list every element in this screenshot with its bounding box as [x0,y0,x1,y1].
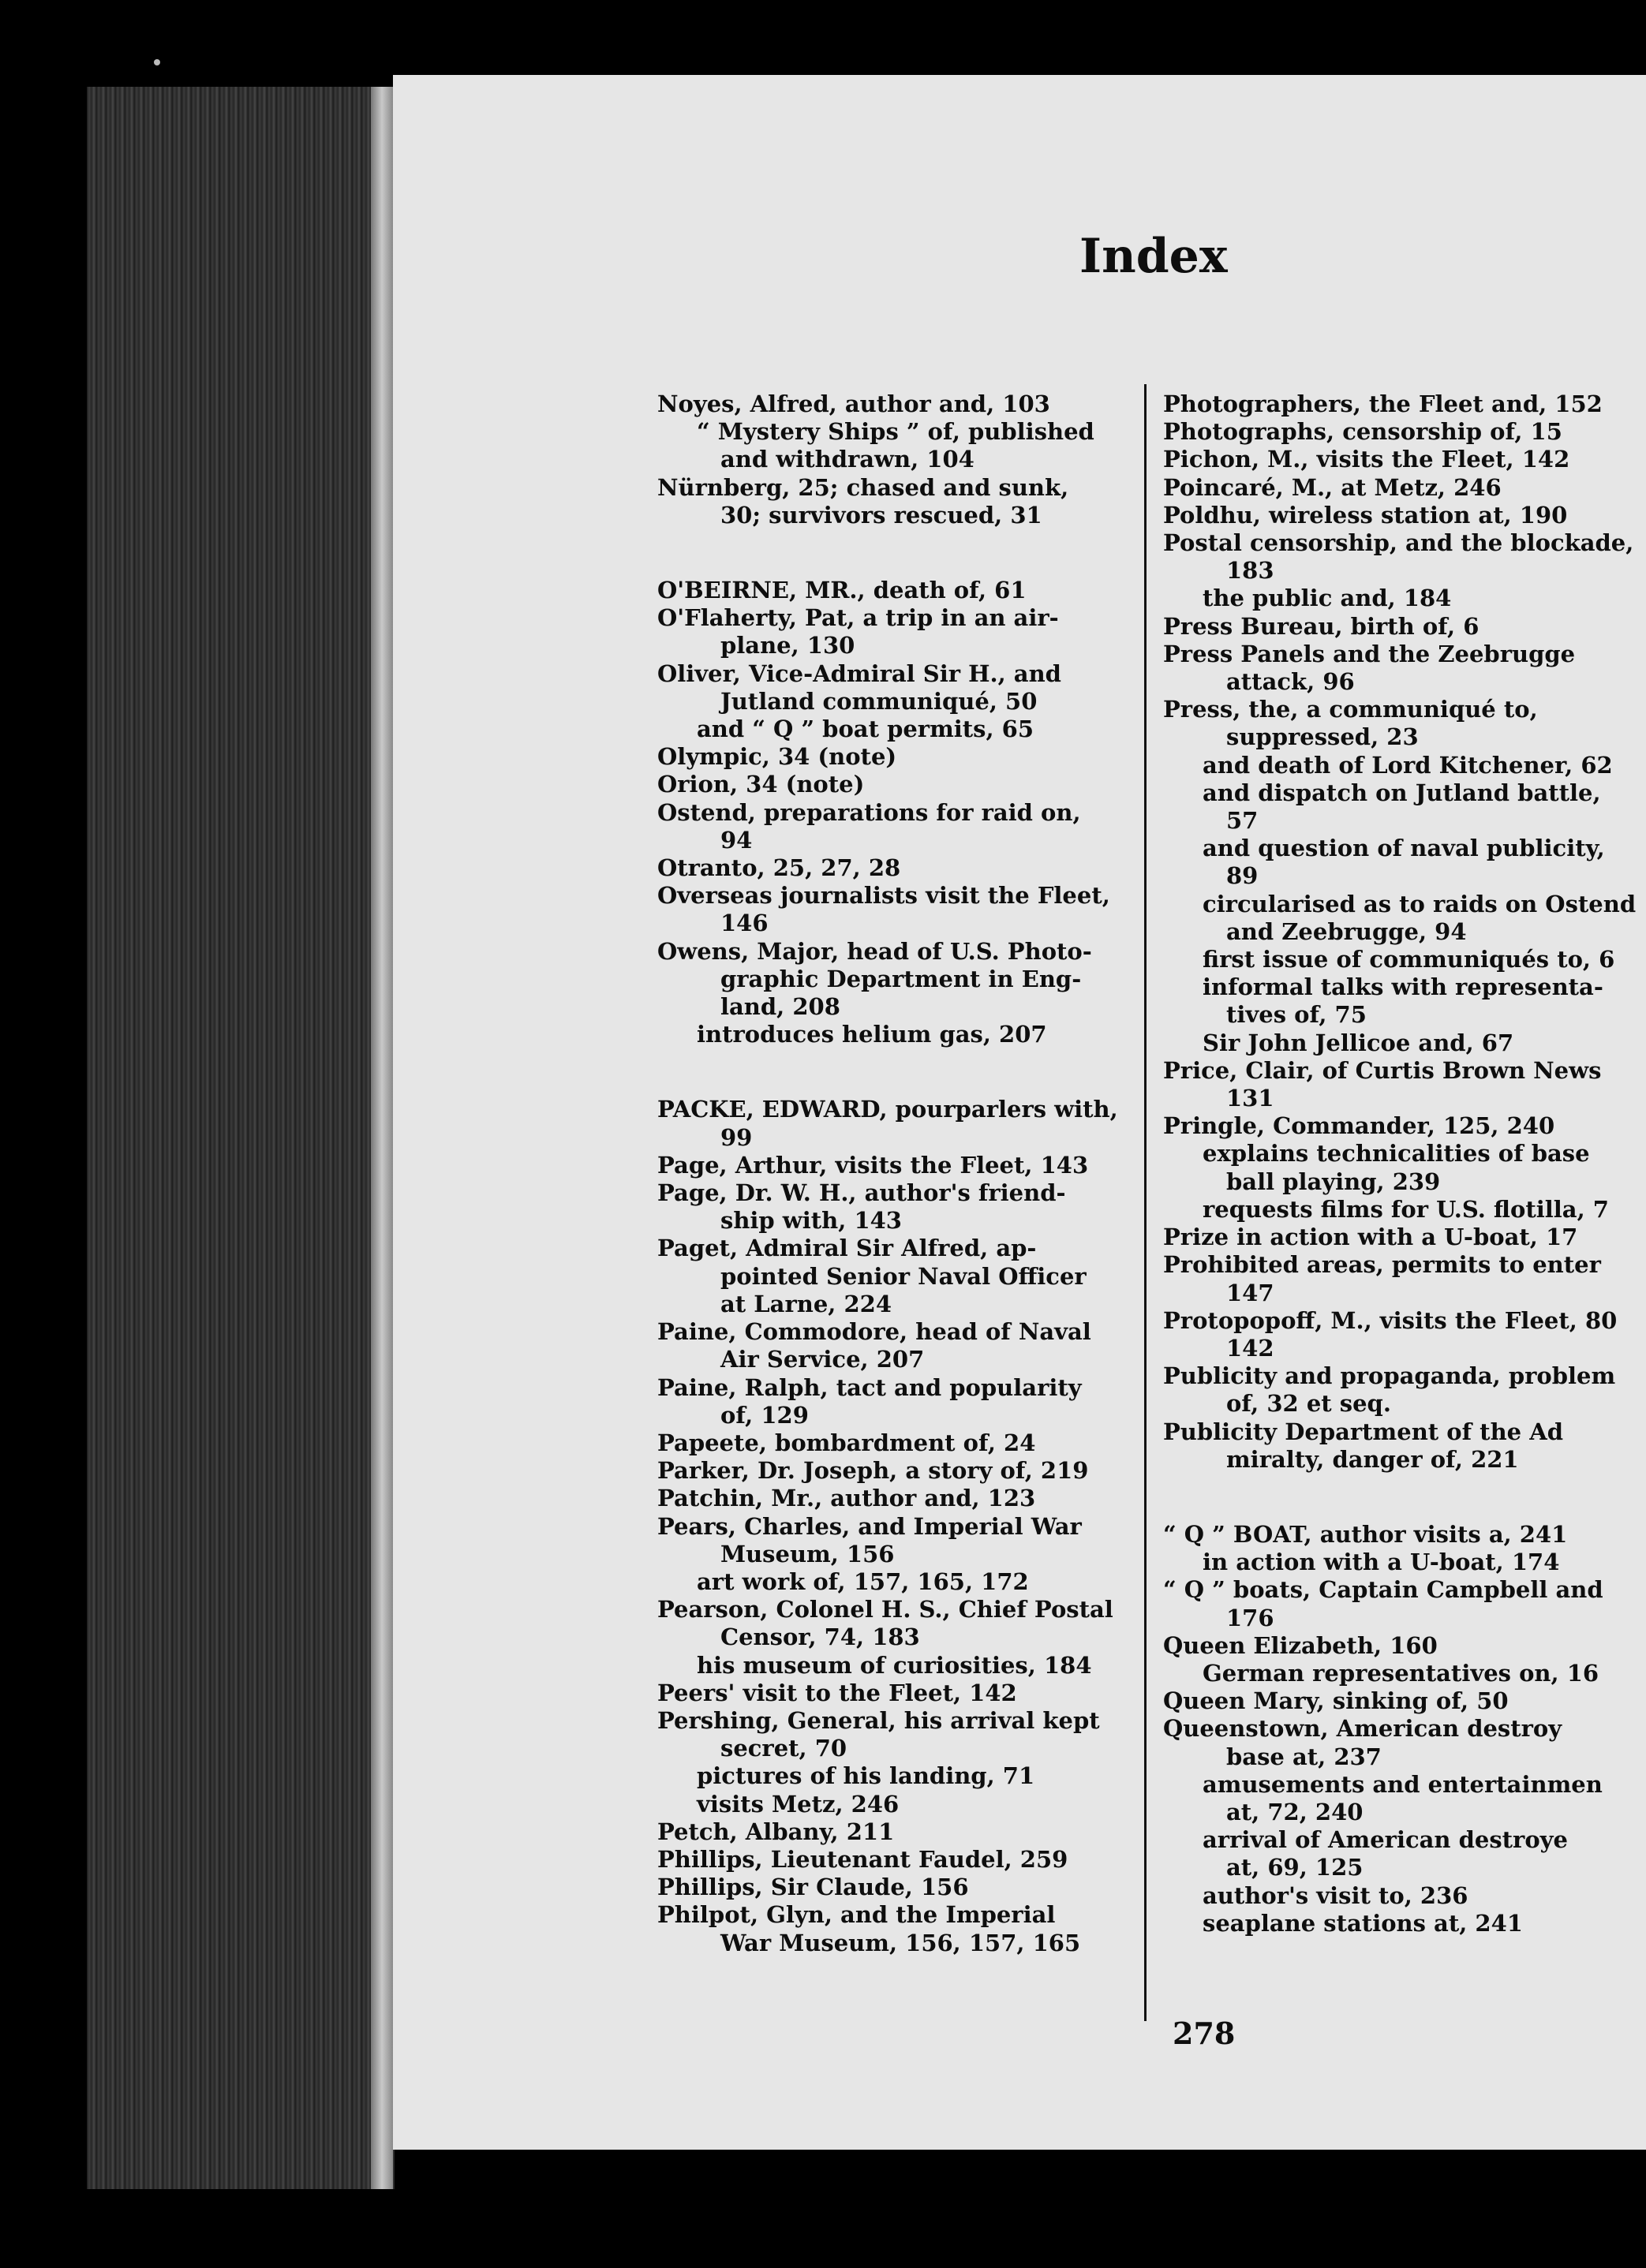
index-entry: visits Metz, 246 [697,1790,900,1818]
index-entry: Air Service, 207 [720,1346,925,1373]
index-entry: Queen Elizabeth, 160 [1163,1631,1438,1659]
index-entry: at, 72, 240 [1226,1798,1364,1825]
index-entry: 147 [1226,1279,1274,1306]
index-entry: amusements and entertainmen [1203,1770,1603,1798]
index-entry: and “ Q ” boat permits, 65 [697,716,1034,743]
index-entry: arrival of American destroye [1203,1826,1568,1854]
index-entry: Paine, Ralph, tact and popularity [657,1373,1082,1401]
index-entry: Poldhu, wireless station at, 190 [1163,501,1568,529]
index-entry: Press Bureau, birth of, 6 [1163,612,1480,640]
index-entry: Owens, Major, head of U.S. Photo- [657,937,1092,965]
index-entry: Prize in action with a U-boat, 17 [1163,1224,1578,1251]
index-entry: Pearson, Colonel H. S., Chief Postal [657,1596,1113,1623]
index-entry: art work of, 157, 165, 172 [697,1567,1029,1595]
index-page [393,75,1646,2150]
index-entry: of, 129 [720,1401,809,1429]
index-entry: 176 [1226,1604,1274,1631]
index-section-gap [657,529,1118,577]
index-entry: the public and, 184 [1203,585,1452,612]
index-entry: and Zeebrugge, 94 [1226,917,1467,945]
index-entry: Nürnberg, 25; chased and sunk, [657,473,1069,501]
index-entry: Peers' visit to the Fleet, 142 [657,1679,1017,1706]
index-entry: pictures of his landing, 71 [697,1762,1035,1790]
index-entry: and question of naval publicity, [1203,835,1605,862]
index-section-gap [657,1048,1118,1096]
index-entry: informal talks with representa- [1203,973,1603,1001]
index-entry: ship with, 143 [720,1207,902,1235]
index-entry: Publicity Department of the Ad [1163,1418,1563,1445]
index-entry: tives of, 75 [1226,1001,1367,1029]
index-column-right [1163,390,1636,1937]
page-number: 278 [1173,2016,1236,2051]
index-entry: Pichon, M., visits the Fleet, 142 [1163,446,1570,473]
index-entry: Phillips, Sir Claude, 156 [657,1874,969,1901]
index-entry: Papeete, bombardment of, 24 [657,1429,1036,1456]
index-entry: Protopopoff, M., visits the Fleet, 80 [1163,1306,1618,1334]
index-entry: War Museum, 156, 157, 165 [720,1929,1081,1956]
index-entry: Pershing, General, his arrival kept [657,1706,1100,1734]
index-entry: seaplane stations at, 241 [1203,1909,1523,1937]
index-entry: and withdrawn, 104 [720,446,975,473]
index-entry: Paget, Admiral Sir Alfred, ap- [657,1235,1037,1262]
index-entry: Philpot, Glyn, and the Imperial [657,1901,1056,1929]
index-entry: explains technicalities of base [1203,1140,1590,1168]
index-entry: first issue of communiqués to, 6 [1203,946,1615,973]
index-entry: 57 [1226,807,1259,835]
index-entry: 142 [1226,1334,1274,1362]
index-entry: “ Q ” BOAT, author visits a, 241 [1163,1520,1568,1548]
index-entry: “ Mystery Ships ” of, published [697,418,1094,446]
index-column-left [657,390,1118,1957]
index-entry: Noyes, Alfred, author and, 103 [657,390,1050,417]
index-entry: Prohibited areas, permits to enter [1163,1251,1601,1279]
index-entry: O'BEIRNE, MR., death of, 61 [657,577,1027,604]
page-edge [371,87,393,2189]
index-entry: Publicity and propaganda, problem [1163,1362,1616,1390]
index-entry: 183 [1226,557,1274,585]
index-entry: 89 [1226,862,1259,890]
index-entry: ball playing, 239 [1226,1168,1441,1195]
index-entry: O'Flaherty, Pat, a trip in an air- [657,604,1059,632]
index-entry: pointed Senior Naval Officer [720,1262,1087,1290]
page-heading: Index [1079,229,1228,284]
index-entry: at, 69, 125 [1226,1854,1364,1881]
index-entry: Patchin, Mr., author and, 123 [657,1485,1036,1512]
index-entry: in action with a U-boat, 174 [1203,1549,1560,1576]
index-entry: his museum of curiosities, 184 [697,1651,1092,1679]
index-entry: base at, 237 [1226,1743,1382,1770]
index-entry: Photographs, censorship of, 15 [1163,418,1562,446]
index-entry: graphic Department in Eng- [720,965,1082,992]
index-entry: 131 [1226,1085,1274,1112]
index-entry: miralty, danger of, 221 [1226,1445,1519,1473]
index-entry: Censor, 74, 183 [720,1623,920,1651]
index-entry: Poincaré, M., at Metz, 246 [1163,473,1502,501]
index-entry: Paine, Commodore, head of Naval [657,1318,1091,1346]
index-entry: German representatives on, 16 [1203,1659,1599,1687]
index-entry: requests films for U.S. flotilla, 7 [1203,1195,1609,1223]
column-divider [1144,384,1147,2021]
index-entry: Overseas journalists visit the Fleet, [657,882,1110,910]
index-entry: 99 [720,1123,753,1151]
index-entry: 94 [720,826,753,854]
index-entry: 30; survivors rescued, 31 [720,501,1042,529]
index-entry: and dispatch on Jutland battle, [1203,779,1601,806]
index-entry: attack, 96 [1226,668,1355,696]
index-entry: and death of Lord Kitchener, 62 [1203,751,1613,779]
index-entry: “ Q ” boats, Captain Campbell and [1163,1576,1603,1604]
index-entry: author's visit to, 236 [1203,1881,1468,1909]
index-entry: Pringle, Commander, 125, 240 [1163,1112,1555,1140]
index-entry: Photographers, the Fleet and, 152 [1163,390,1603,417]
index-entry: Queen Mary, sinking of, 50 [1163,1687,1509,1715]
index-entry: 146 [720,910,769,937]
index-entry: Phillips, Lieutenant Faudel, 259 [657,1845,1068,1873]
index-entry: at Larne, 224 [720,1290,892,1317]
index-entry: Page, Dr. W. H., author's friend- [657,1179,1066,1207]
index-entry: Orion, 34 (note) [657,771,865,798]
book-spine-edge [87,87,395,2189]
index-entry: introduces helium gas, 207 [697,1021,1047,1048]
index-entry: circularised as to raids on Ostend [1203,890,1637,917]
index-entry: Petch, Albany, 211 [657,1818,895,1845]
index-entry: Queenstown, American destroy [1163,1715,1562,1743]
index-entry: Sir John Jellicoe and, 67 [1203,1029,1514,1056]
index-entry: Postal censorship, and the blockade, [1163,529,1634,557]
index-entry: Page, Arthur, visits the Fleet, 143 [657,1151,1089,1179]
index-entry: suppressed, 23 [1226,723,1419,751]
index-entry: Press, the, a communiqué to, [1163,696,1538,723]
index-entry: Otranto, 25, 27, 28 [657,854,901,882]
index-entry: land, 208 [720,993,840,1021]
index-entry: Parker, Dr. Joseph, a story of, 219 [657,1457,1089,1485]
index-entry: PACKE, EDWARD, pourparlers with, [657,1096,1118,1123]
index-entry: Oliver, Vice-Admiral Sir H., and [657,659,1061,687]
index-entry: Press Panels and the Zeebrugge [1163,640,1576,667]
index-entry: Ostend, preparations for raid on, [657,798,1081,826]
index-entry: Pears, Charles, and Imperial War [657,1512,1082,1540]
index-entry: of, 32 et seq. [1226,1390,1391,1418]
index-entry: Museum, 156 [720,1540,895,1567]
index-entry: Jutland communiqué, 50 [720,687,1038,715]
index-entry: secret, 70 [720,1735,847,1762]
index-entry: Price, Clair, of Curtis Brown News [1163,1056,1602,1084]
index-entry: Olympic, 34 (note) [657,743,897,771]
index-entry: plane, 130 [720,632,855,659]
scan-speck [154,59,160,65]
index-section-gap [1163,1474,1636,1521]
